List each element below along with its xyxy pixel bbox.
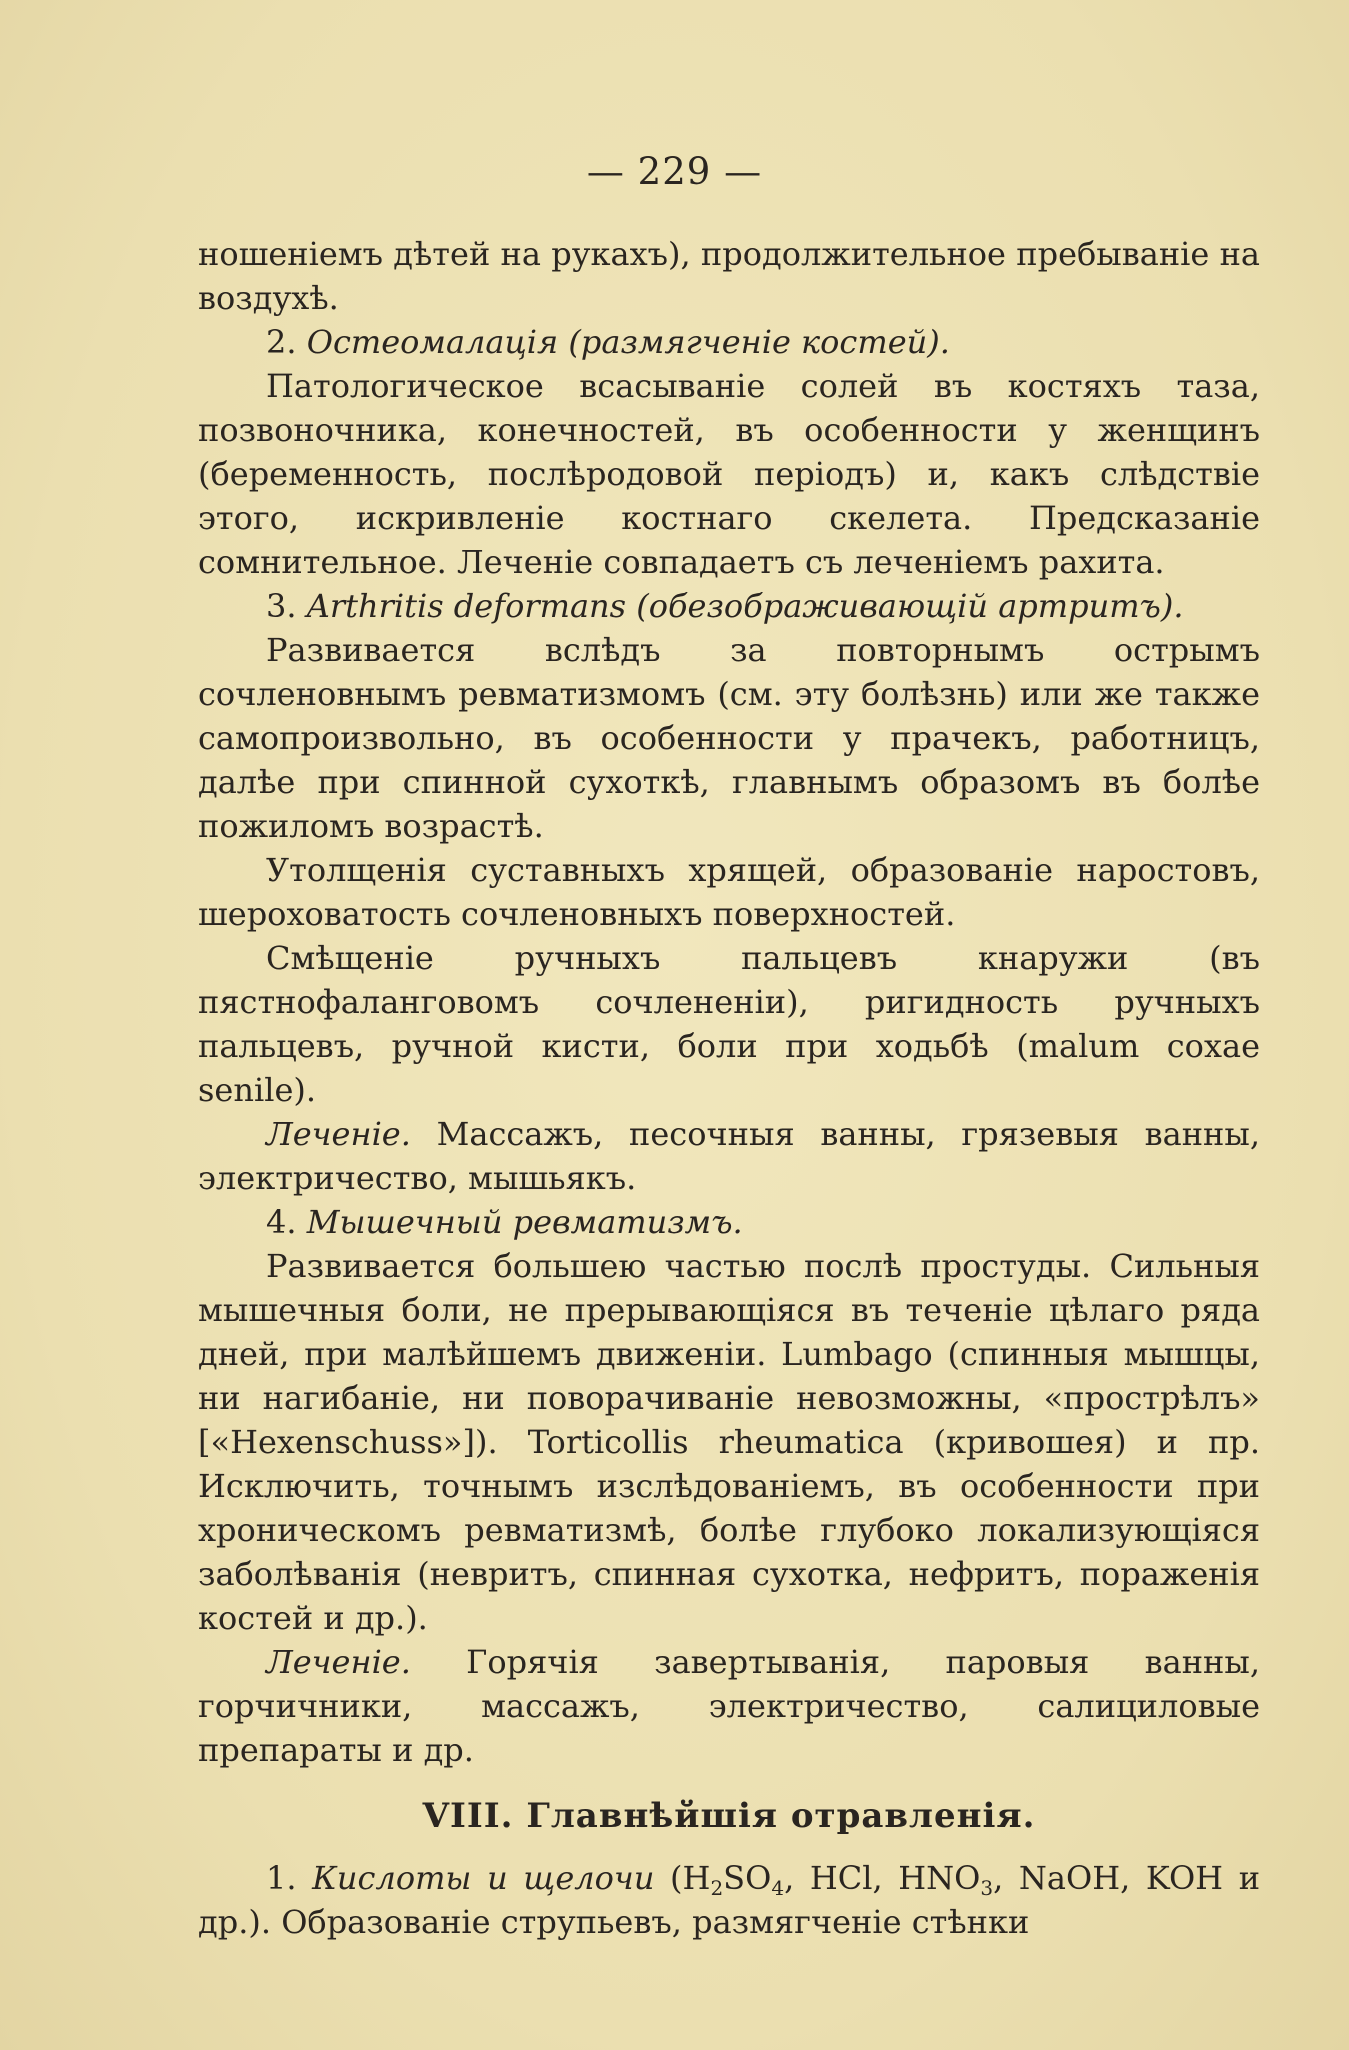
treatment-paragraph: Леченіе. Массажъ, песочныя ванны, грязевыя ванны, электричество, мышьякъ. xyxy=(198,1115,1260,1197)
page-number: — 229 — xyxy=(586,150,763,193)
subsection-title: 4. Мышечный ревматизмъ. xyxy=(266,1203,743,1241)
section-heading: VIII. Главнѣйшія отравленія. xyxy=(422,1796,1036,1836)
paragraph: ношеніемъ дѣтей на рукахъ), продолжительное пребываніе на воздухѣ. xyxy=(198,235,1260,317)
page-body xyxy=(198,232,1260,1944)
paragraph: Развивается большею частью послѣ простуды. Сильныя мышечныя боли, не прерывающіяся въ теченіе цѣлаго ряда дней, при малѣйшемъ движеніи. Lumbago (спинныя мышцы, ни нагибаніе, ни поворачиваніе невозможны, «прострѣлъ» [«Hexenschuss»]). Torticollis rheumatica (кривошея) и пр. Исключить, точнымъ изслѣдованіемъ, въ особенности при хроническомъ ревматизмѣ, болѣе глубоко локализующіяся заболѣванія (невритъ, спинная сухотка, нефритъ, пораженія костей и др.). xyxy=(198,1247,1260,1637)
chemical-formulas: ($H_2SO_4$, HCl, $HNO_3$, NaOH, KOH и др.). xyxy=(198,1859,1261,1941)
paragraph: Патологическое всасываніе солей въ костяхъ таза, позвоночника, конечностей, въ особенности у женщинъ (беременность, послѣродовой періодъ) и, какъ слѣдствіе этого, искривленіе костнаго скелета. Предсказаніе сомнительное. Леченіе совпадаетъ съ леченіемъ рахита. xyxy=(198,367,1260,581)
subsection-title: 3. Arthritis deformans (обезображивающій артритъ). xyxy=(266,587,1184,625)
subsection-title: 2. Остеомалація (размягченіе костей). xyxy=(266,323,950,361)
treatment-paragraph: Леченіе. Горячія завертыванія, паровыя ванны, горчичники, массажъ, электричество, салициловые препараты и др. xyxy=(198,1643,1260,1769)
paragraph: 1. Кислоты и щелочи ($H_2SO_4$, HCl, $HNO_3$, NaOH, KOH и др.). Образованіе струпьевъ, размягченіе стѣнки xyxy=(198,1859,1261,1941)
paragraph: Утолщенія суставныхъ хрящей, образованіе наростовъ, шероховатость сочленовныхъ поверхностей. xyxy=(198,851,1260,933)
paragraph: Развивается вслѣдъ за повторнымъ острымъ сочленовнымъ ревматизмомъ (см. эту болѣзнь) или же также самопроизвольно, въ особенности у прачекъ, работницъ, далѣе при спинной сухоткѣ, главнымъ образомъ въ болѣе пожиломъ возрастѣ. xyxy=(198,631,1260,845)
paragraph: Смѣщеніе ручныхъ пальцевъ кнаружи (въ пястнофаланговомъ сочлененіи), ригидность ручныхъ пальцевъ, ручной кисти, боли при ходьбѣ (malum coxae senile). xyxy=(198,939,1260,1109)
